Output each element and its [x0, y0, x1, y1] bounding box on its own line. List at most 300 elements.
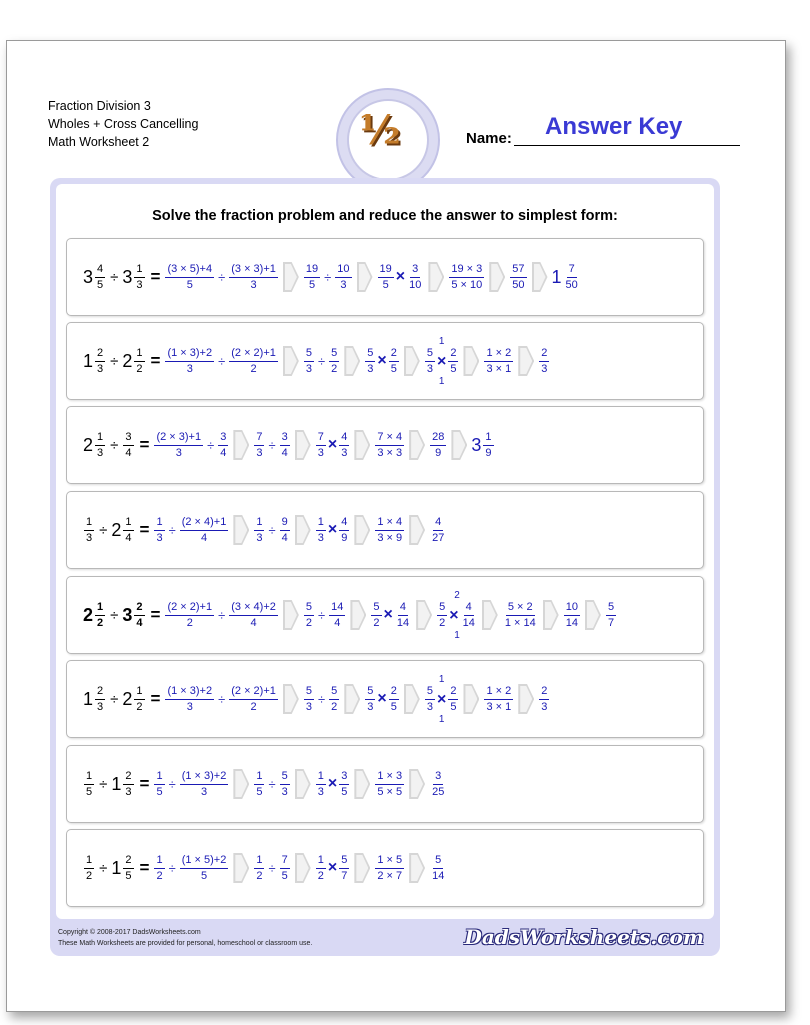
multiply-sign: × — [395, 268, 406, 285]
step-arrow — [295, 853, 311, 883]
mixed-number — [83, 347, 106, 376]
cancel-top: 1 — [438, 673, 445, 685]
divide-sign: ÷ — [318, 353, 326, 369]
denominator: 2 — [136, 700, 143, 713]
fraction — [229, 685, 278, 714]
denominator: 3 — [256, 446, 263, 459]
half-fraction-logo — [336, 88, 440, 192]
fraction — [339, 431, 349, 460]
whole-number: 1 — [551, 266, 562, 287]
whole-number: 2 — [122, 350, 133, 371]
multiply-sign: × — [449, 606, 459, 624]
equals-sign: = — [139, 774, 150, 793]
numerator: 5 × 2 — [506, 601, 535, 616]
numerator: 4 — [398, 601, 408, 616]
problem-expression — [83, 661, 550, 737]
denominator: 5 × 5 — [377, 785, 403, 798]
denominator: 4 — [220, 446, 227, 459]
numerator: 1 — [84, 516, 94, 531]
numerator: 1 — [134, 263, 144, 278]
mixed-number — [111, 770, 134, 799]
numerator: 1 — [154, 854, 164, 869]
denominator: 3 — [97, 700, 104, 713]
numerator: 2 — [539, 685, 549, 700]
denominator: 5 — [382, 278, 389, 291]
step-arrow — [283, 262, 299, 292]
denominator: 5 — [256, 785, 263, 798]
fraction — [154, 854, 164, 883]
step-arrow — [404, 684, 420, 714]
denominator: 50 — [565, 278, 578, 291]
denominator: 3 — [541, 700, 548, 713]
problem-row — [66, 829, 704, 907]
numerator: (2 × 4)+1 — [180, 516, 229, 531]
denominator: 9 — [435, 446, 442, 459]
denominator: 2 — [373, 616, 380, 629]
numerator: 1 × 4 — [375, 516, 404, 531]
numerator: 5 — [606, 601, 616, 616]
fraction — [123, 431, 133, 460]
problem-expression — [83, 746, 447, 822]
numerator: 4 — [464, 601, 474, 616]
numerator: 3 — [339, 770, 349, 785]
fraction — [430, 854, 446, 883]
fraction — [375, 431, 404, 460]
denominator: 3 — [317, 531, 324, 544]
equals-sign: = — [150, 351, 161, 370]
mixed-number — [122, 263, 145, 292]
numerator: 5 — [437, 601, 447, 616]
fraction — [316, 431, 326, 460]
denominator: 3 — [305, 362, 312, 375]
denominator: 5 — [308, 278, 316, 291]
numerator: 7 — [316, 431, 326, 446]
divide-sign: ÷ — [268, 522, 276, 538]
fraction — [484, 347, 513, 376]
problem-expression — [83, 239, 581, 315]
divide-sign: ÷ — [268, 860, 276, 876]
multiply-sign: × — [436, 352, 447, 370]
divide-sign: ÷ — [218, 607, 226, 623]
numerator: 2 — [448, 685, 458, 700]
step-arrow — [489, 262, 505, 292]
numerator: 1 — [123, 516, 133, 531]
equals-sign: = — [150, 605, 161, 624]
numerator: 1 — [154, 770, 164, 785]
step-arrow — [404, 346, 420, 376]
cancel-top: 2 — [454, 589, 460, 601]
fraction — [483, 431, 493, 460]
multiply-sign: × — [377, 352, 387, 369]
fraction — [389, 347, 399, 376]
numerator: 5 — [329, 347, 339, 362]
mixed-number — [83, 516, 95, 545]
fraction — [154, 431, 203, 460]
numerator: 4 — [339, 431, 349, 446]
numerator: 1 × 5 — [375, 854, 404, 869]
fraction — [229, 347, 278, 376]
step-arrow — [409, 515, 425, 545]
problem-expression — [83, 577, 617, 653]
fraction — [95, 685, 105, 714]
divide-sign: ÷ — [168, 860, 176, 876]
denominator: 5 — [200, 869, 208, 882]
numerator: 5 — [365, 347, 375, 362]
denominator: 2 — [250, 700, 257, 713]
step-arrow — [283, 684, 299, 714]
numerator: 1 — [316, 854, 326, 869]
denominator: 3 × 9 — [377, 531, 403, 544]
divide-sign: ÷ — [168, 776, 176, 792]
fraction — [165, 347, 214, 376]
denominator: 4 — [125, 531, 132, 544]
numerator: 2 — [134, 601, 144, 616]
fraction — [564, 601, 580, 630]
numerator: 2 — [95, 685, 105, 700]
step-arrow — [283, 346, 299, 376]
numerator: 2 — [448, 347, 458, 362]
denominator: 2 — [331, 700, 338, 713]
numerator: 1 — [84, 854, 94, 869]
divide-sign: ÷ — [207, 437, 215, 453]
numerator: 1 — [134, 347, 144, 362]
denominator: 3 — [175, 446, 182, 459]
step-arrow — [409, 853, 425, 883]
denominator: 1 × 14 — [504, 616, 536, 629]
step-arrow — [585, 600, 601, 630]
step-arrow — [295, 769, 311, 799]
fraction — [329, 685, 339, 714]
numerator: 5 — [304, 685, 314, 700]
denominator: 5 × 10 — [451, 278, 483, 291]
denominator: 14 — [396, 616, 410, 629]
step-arrow — [350, 600, 366, 630]
divide-sign: ÷ — [168, 522, 176, 538]
numerator: 5 — [304, 347, 314, 362]
numerator: 3 — [280, 431, 290, 446]
fraction — [134, 347, 144, 376]
fraction — [407, 263, 423, 292]
equals-sign: = — [139, 435, 150, 454]
numerator: 7 × 4 — [375, 431, 404, 446]
fraction — [316, 854, 326, 883]
denominator: 3 — [317, 785, 324, 798]
numerator: 1 — [483, 431, 493, 446]
fraction — [316, 770, 326, 799]
numerator: 5 — [280, 770, 290, 785]
fraction — [539, 347, 549, 376]
divide-sign: ÷ — [110, 268, 119, 286]
denominator: 3 × 1 — [486, 700, 512, 713]
equals-sign: = — [139, 520, 150, 539]
denominator: 3 — [367, 700, 374, 713]
denominator: 27 — [432, 531, 445, 544]
denominator: 25 — [432, 785, 445, 798]
denominator: 3 — [281, 785, 288, 798]
numerator: 3 — [433, 770, 443, 785]
problem-row — [66, 491, 704, 569]
fraction — [254, 516, 264, 545]
multiply-sign: × — [327, 521, 338, 538]
fraction — [564, 263, 580, 292]
denominator: 7 — [607, 616, 615, 629]
fraction — [229, 601, 278, 630]
denominator: 5 — [281, 869, 288, 882]
denominator: 3 — [341, 446, 348, 459]
equals-sign: = — [150, 267, 161, 286]
divide-sign: ÷ — [324, 269, 332, 285]
numerator: 4 — [433, 516, 443, 531]
step-arrow — [416, 600, 432, 630]
fraction — [461, 601, 477, 630]
worksheet-subtitle: Wholes + Cross Cancelling — [48, 117, 199, 131]
numerator: 1 — [254, 770, 264, 785]
problem-row — [66, 406, 704, 484]
multiply-sign: × — [383, 606, 393, 623]
cross-cancel-step — [424, 336, 460, 387]
fraction — [123, 516, 133, 545]
fraction — [218, 431, 228, 460]
cancel-top: 1 — [438, 335, 445, 347]
fraction — [229, 263, 278, 292]
numerator: (1 × 3)+2 — [165, 685, 214, 700]
fraction — [425, 685, 435, 714]
numerator: 1 × 2 — [484, 347, 513, 362]
numerator: 19 — [378, 263, 394, 278]
fraction — [304, 347, 314, 376]
numerator: (2 × 3)+1 — [154, 431, 203, 446]
step-arrow — [451, 430, 467, 460]
fraction — [365, 347, 375, 376]
denominator: 2 — [86, 869, 93, 882]
fraction — [280, 516, 290, 545]
fraction — [335, 263, 351, 292]
numerator: 3 — [123, 431, 133, 446]
fraction — [375, 770, 404, 799]
fraction — [280, 431, 290, 460]
fraction — [123, 770, 133, 799]
whole-number: 3 — [471, 434, 482, 455]
numerator: 7 — [280, 854, 290, 869]
denominator: 4 — [125, 446, 132, 459]
problem-row — [66, 238, 704, 316]
denominator: 10 — [409, 278, 422, 291]
numerator: 2 — [389, 347, 399, 362]
mixed-number — [122, 685, 145, 714]
numerator: 1 — [316, 516, 326, 531]
numerator: 1 — [95, 601, 105, 616]
numerator: 2 — [389, 685, 399, 700]
fraction — [430, 516, 446, 545]
divide-sign: ÷ — [110, 690, 119, 708]
fraction — [95, 347, 105, 376]
fraction — [449, 263, 484, 292]
denominator: 3 — [317, 446, 324, 459]
mixed-number — [111, 854, 134, 883]
numerator: 5 — [433, 854, 443, 869]
numerator: 14 — [329, 601, 345, 616]
fraction — [165, 685, 214, 714]
fraction — [339, 770, 349, 799]
numerator: 28 — [430, 431, 446, 446]
fraction — [389, 685, 399, 714]
fraction — [304, 263, 320, 292]
numerator: 1 — [154, 516, 164, 531]
denominator: 3 — [136, 278, 143, 291]
problem-row — [66, 745, 704, 823]
fraction — [280, 770, 290, 799]
divide-sign: ÷ — [110, 606, 119, 624]
denominator: 9 — [485, 446, 492, 459]
numerator: 1 × 3 — [375, 770, 404, 785]
fraction — [254, 431, 264, 460]
denominator: 2 — [156, 869, 163, 882]
fraction — [365, 685, 375, 714]
fraction — [316, 516, 326, 545]
fraction — [154, 770, 164, 799]
denominator: 5 — [97, 278, 104, 291]
fraction — [430, 431, 446, 460]
numerator: 1 — [254, 854, 264, 869]
step-arrow — [354, 430, 370, 460]
step-arrow — [354, 769, 370, 799]
numerator: 5 — [371, 601, 381, 616]
fraction — [254, 770, 264, 799]
multiply-sign: × — [436, 690, 447, 708]
step-arrow — [354, 853, 370, 883]
numerator: 5 — [339, 854, 349, 869]
fraction — [339, 516, 349, 545]
divide-sign: ÷ — [218, 269, 226, 285]
numerator: 7 — [567, 263, 577, 278]
divide-sign: ÷ — [268, 776, 276, 792]
mixed-number — [83, 431, 106, 460]
whole-number: 3 — [83, 266, 94, 287]
mixed-number — [83, 854, 95, 883]
fraction — [95, 263, 105, 292]
denominator: 4 — [200, 531, 208, 544]
numerator: (1 × 3)+2 — [165, 347, 214, 362]
cancel-bottom: 1 — [454, 629, 460, 641]
denominator: 5 — [450, 362, 457, 375]
worksheet-number: Math Worksheet 2 — [48, 135, 150, 149]
fraction — [154, 516, 164, 545]
denominator: 3 — [541, 362, 548, 375]
denominator: 5 — [86, 785, 93, 798]
numerator: 1 — [134, 685, 144, 700]
fraction — [484, 685, 513, 714]
copyright-text: Copyright © 2008-2017 DadsWorksheets.com — [58, 929, 201, 936]
denominator: 2 — [250, 362, 257, 375]
fraction — [425, 347, 435, 376]
worksheet-title: Fraction Division 3 — [48, 99, 151, 113]
denominator: 50 — [512, 278, 525, 291]
denominator: 14 — [432, 869, 445, 882]
equals-sign: = — [150, 689, 161, 708]
denominator: 5 — [450, 700, 457, 713]
divide-sign: ÷ — [318, 607, 326, 623]
denominator: 3 × 3 — [377, 446, 403, 459]
numerator: 57 — [510, 263, 526, 278]
cancel-bottom: 1 — [438, 375, 445, 387]
numerator: 2 — [123, 770, 133, 785]
fraction — [437, 601, 447, 630]
step-arrow — [518, 684, 534, 714]
denominator: 4 — [250, 616, 257, 629]
denominator: 3 — [256, 531, 263, 544]
fraction — [165, 601, 214, 630]
fraction — [84, 770, 94, 799]
denominator: 3 — [426, 362, 433, 375]
numerator: 2 — [539, 347, 549, 362]
numerator: (1 × 5)+2 — [180, 854, 229, 869]
problem-expression — [83, 323, 550, 399]
fraction — [180, 770, 229, 799]
numerator: 19 × 3 — [449, 263, 484, 278]
divide-sign: ÷ — [218, 691, 226, 707]
step-arrow — [283, 600, 299, 630]
denominator: 2 — [186, 616, 193, 629]
numerator: 10 — [335, 263, 351, 278]
fraction — [375, 516, 404, 545]
step-arrow — [233, 769, 249, 799]
step-arrow — [295, 430, 311, 460]
fraction — [165, 263, 214, 292]
divide-sign: ÷ — [318, 691, 326, 707]
denominator: 5 — [390, 700, 397, 713]
numerator: 3 — [410, 263, 420, 278]
worksheet-header — [48, 97, 198, 151]
denominator: 5 — [341, 785, 348, 798]
fraction — [84, 854, 94, 883]
mixed-number — [552, 263, 581, 292]
fraction — [539, 685, 549, 714]
divide-sign: ÷ — [110, 352, 119, 370]
denominator: 4 — [136, 616, 143, 629]
fraction — [606, 601, 616, 630]
whole-number: 2 — [122, 688, 133, 709]
multiply-sign: × — [327, 775, 338, 792]
mixed-number — [122, 431, 134, 460]
whole-number: 2 — [111, 519, 122, 540]
numerator: 7 — [254, 431, 264, 446]
numerator: (2 × 2)+1 — [165, 601, 214, 616]
denominator: 7 — [341, 869, 348, 882]
problem-expression — [83, 830, 447, 906]
denominator: 3 — [86, 531, 93, 544]
mixed-number — [83, 685, 106, 714]
denominator: 5 — [156, 785, 163, 798]
denominator: 3 — [426, 700, 433, 713]
problem-expression — [83, 407, 495, 483]
fraction — [448, 347, 458, 376]
fraction — [448, 685, 458, 714]
instructions: Solve the fraction problem and reduce the answer to simplest form: — [152, 208, 618, 224]
denominator: 2 — [331, 362, 338, 375]
name-label: Name: — [466, 130, 512, 147]
denominator: 9 — [341, 531, 348, 544]
mixed-number — [122, 601, 145, 630]
logo-text: ½ — [359, 107, 401, 154]
denominator: 2 — [317, 869, 324, 882]
equals-sign: = — [139, 858, 150, 877]
denominator: 2 — [136, 362, 143, 375]
divide-sign: ÷ — [99, 775, 108, 793]
fraction — [254, 854, 264, 883]
denominator: 4 — [281, 531, 288, 544]
denominator: 4 — [334, 616, 341, 629]
fraction — [378, 263, 394, 292]
